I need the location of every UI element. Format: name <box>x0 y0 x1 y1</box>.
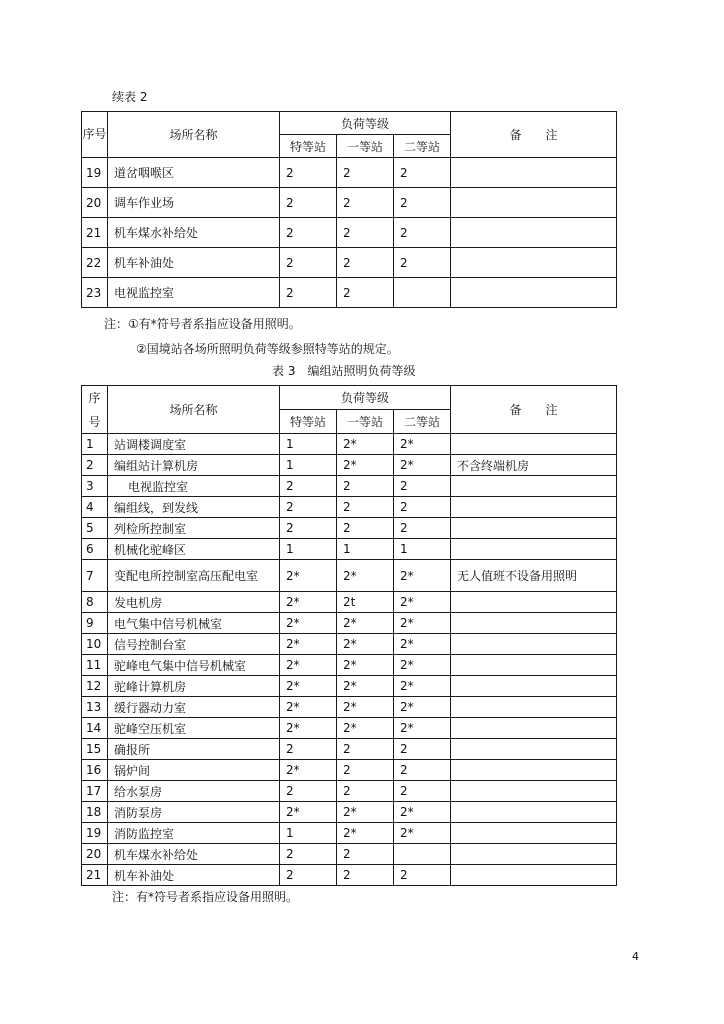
row-place-name: 驼峰电气集中信号机械室 <box>108 655 280 676</box>
row-number: 9 <box>82 613 108 634</box>
row-number: 14 <box>82 718 108 739</box>
row-special-grade: 2* <box>280 697 337 718</box>
row-special-grade: 2 <box>280 739 337 760</box>
table-row <box>82 248 617 278</box>
row-special-grade: 2* <box>280 802 337 823</box>
table-row <box>82 497 617 518</box>
table-row <box>82 718 617 739</box>
row-second-grade: 2* <box>394 823 451 844</box>
row-place-name: 机车补油处 <box>108 248 280 278</box>
row-number: 17 <box>82 781 108 802</box>
row-place-name: 变配电所控制室高压配电室 <box>108 560 280 592</box>
table3-caption: 表 3 编组站照明负荷等级 <box>272 364 416 378</box>
row-second-grade: 2* <box>394 676 451 697</box>
row-remark <box>451 434 617 455</box>
row-number: 8 <box>82 592 108 613</box>
page-number: 4 <box>632 950 639 963</box>
row-remark <box>451 613 617 634</box>
table2-header-special: 特等站 <box>280 135 337 158</box>
row-remark <box>451 865 617 886</box>
row-second-grade: 2* <box>394 434 451 455</box>
row-number: 10 <box>82 634 108 655</box>
row-second-grade: 2* <box>394 634 451 655</box>
table-row <box>82 560 617 592</box>
table-row <box>82 278 617 308</box>
row-place-name: 调车作业场 <box>108 188 280 218</box>
row-first-grade: 2 <box>337 278 394 308</box>
row-special-grade: 2* <box>280 634 337 655</box>
row-place-name: 驼峰计算机房 <box>108 676 280 697</box>
table-row <box>82 158 617 188</box>
row-second-grade <box>394 844 451 865</box>
row-remark <box>451 781 617 802</box>
row-place-name: 机车煤水补给处 <box>108 218 280 248</box>
row-first-grade: 2 <box>337 497 394 518</box>
table-row <box>82 476 617 497</box>
row-number: 4 <box>82 497 108 518</box>
table-row <box>82 697 617 718</box>
table-row <box>82 218 617 248</box>
row-special-grade: 2 <box>280 218 337 248</box>
row-number: 18 <box>82 802 108 823</box>
row-place-name: 列检所控制室 <box>108 518 280 539</box>
table-row <box>82 455 617 476</box>
row-first-grade: 2* <box>337 634 394 655</box>
row-second-grade: 1 <box>394 539 451 560</box>
row-special-grade: 1 <box>280 539 337 560</box>
row-remark <box>451 697 617 718</box>
row-first-grade: 1 <box>337 539 394 560</box>
row-first-grade: 2* <box>337 823 394 844</box>
table-row <box>82 592 617 613</box>
row-place-name: 消防泵房 <box>108 802 280 823</box>
row-place-name: 信号控制台室 <box>108 634 280 655</box>
row-special-grade: 2 <box>280 497 337 518</box>
row-first-grade: 2 <box>337 518 394 539</box>
row-place-name: 电气集中信号机械室 <box>108 613 280 634</box>
table-row <box>82 539 617 560</box>
row-special-grade: 2* <box>280 676 337 697</box>
table2-note-1: 注：①有*符号者系指应设备用照明。 <box>104 317 301 331</box>
row-special-grade: 1 <box>280 455 337 476</box>
row-number: 21 <box>82 865 108 886</box>
row-first-grade: 2 <box>337 844 394 865</box>
row-second-grade: 2 <box>394 476 451 497</box>
row-special-grade: 2* <box>280 760 337 781</box>
row-special-grade: 2 <box>280 844 337 865</box>
table-row <box>82 739 617 760</box>
table2-header-name: 场所名称 <box>108 112 280 158</box>
row-remark <box>451 718 617 739</box>
table-row <box>82 844 617 865</box>
row-place-name: 站调楼调度室 <box>108 434 280 455</box>
row-second-grade: 2 <box>394 158 451 188</box>
row-special-grade: 2 <box>280 278 337 308</box>
table3-note: 注：有*符号者系指应设备用照明。 <box>112 890 299 904</box>
row-second-grade: 2* <box>394 613 451 634</box>
table-row <box>82 676 617 697</box>
row-special-grade: 2* <box>280 592 337 613</box>
row-remark <box>451 634 617 655</box>
row-second-grade: 2 <box>394 497 451 518</box>
row-number: 11 <box>82 655 108 676</box>
table3-header-seq-top: 序 <box>82 386 108 410</box>
row-remark: 不含终端机房 <box>451 455 617 476</box>
row-special-grade: 1 <box>280 823 337 844</box>
table-row <box>82 823 617 844</box>
row-place-name: 发电机房 <box>108 592 280 613</box>
table-row <box>82 613 617 634</box>
row-place-name: 机车煤水补给处 <box>108 844 280 865</box>
row-first-grade: 2* <box>337 434 394 455</box>
table-row <box>82 434 617 455</box>
row-special-grade: 2 <box>280 781 337 802</box>
row-number: 19 <box>82 823 108 844</box>
row-first-grade: 2 <box>337 248 394 278</box>
table3-header-seq-bottom: 号 <box>82 410 108 434</box>
row-special-grade: 2* <box>280 560 337 592</box>
row-first-grade: 2 <box>337 760 394 781</box>
table-row <box>82 802 617 823</box>
row-remark <box>451 760 617 781</box>
table2 <box>81 111 617 308</box>
row-second-grade: 2* <box>394 592 451 613</box>
row-number: 20 <box>82 188 108 218</box>
table2-header-remark: 备 注 <box>451 112 617 158</box>
row-second-grade: 2 <box>394 248 451 278</box>
row-special-grade: 2* <box>280 718 337 739</box>
row-second-grade: 2 <box>394 760 451 781</box>
row-place-name: 机械化驼峰区 <box>108 539 280 560</box>
row-second-grade: 2 <box>394 865 451 886</box>
table-row <box>82 634 617 655</box>
row-first-grade: 2 <box>337 781 394 802</box>
row-first-grade: 2* <box>337 655 394 676</box>
row-first-grade: 2* <box>337 560 394 592</box>
row-place-name: 机车补油处 <box>108 865 280 886</box>
row-first-grade: 2 <box>337 476 394 497</box>
table-row <box>82 865 617 886</box>
row-number: 5 <box>82 518 108 539</box>
row-remark <box>451 676 617 697</box>
table3-header-row <box>82 386 617 410</box>
row-special-grade: 2 <box>280 476 337 497</box>
row-special-grade: 2* <box>280 613 337 634</box>
row-first-grade: 2 <box>337 158 394 188</box>
table2-header-row <box>82 112 617 135</box>
row-number: 20 <box>82 844 108 865</box>
row-remark <box>451 802 617 823</box>
row-place-name: 编组线，到发线 <box>108 497 280 518</box>
row-remark <box>451 518 617 539</box>
row-second-grade: 2* <box>394 560 451 592</box>
row-first-grade: 2t <box>337 592 394 613</box>
row-special-grade: 2 <box>280 248 337 278</box>
row-place-name: 确报所 <box>108 739 280 760</box>
table2-header-seq: 序号 <box>82 112 108 158</box>
table3-header-remark: 备 注 <box>451 386 617 434</box>
table2-header-second: 二等站 <box>394 135 451 158</box>
row-remark <box>451 823 617 844</box>
row-number: 6 <box>82 539 108 560</box>
table-row <box>82 655 617 676</box>
row-first-grade: 2 <box>337 865 394 886</box>
row-remark <box>451 278 617 308</box>
row-number: 22 <box>82 248 108 278</box>
row-special-grade: 2 <box>280 188 337 218</box>
row-special-grade: 2 <box>280 865 337 886</box>
row-first-grade: 2 <box>337 218 394 248</box>
row-place-name: 驼峰空压机室 <box>108 718 280 739</box>
table3-header-first: 一等站 <box>337 410 394 434</box>
row-special-grade: 1 <box>280 434 337 455</box>
row-special-grade: 2 <box>280 518 337 539</box>
row-number: 3 <box>82 476 108 497</box>
row-place-name: 给水泵房 <box>108 781 280 802</box>
table2-note-2: ②国境站各场所照明负荷等级参照特等站的规定。 <box>136 342 399 356</box>
row-number: 13 <box>82 697 108 718</box>
row-second-grade: 2* <box>394 718 451 739</box>
row-first-grade: 2* <box>337 455 394 476</box>
row-remark <box>451 844 617 865</box>
row-second-grade <box>394 278 451 308</box>
table-row <box>82 188 617 218</box>
row-number: 15 <box>82 739 108 760</box>
row-second-grade: 2 <box>394 518 451 539</box>
row-remark <box>451 248 617 278</box>
table2-header-first: 一等站 <box>337 135 394 158</box>
row-place-name: 编组站计算机房 <box>108 455 280 476</box>
row-second-grade: 2 <box>394 781 451 802</box>
row-number: 12 <box>82 676 108 697</box>
row-second-grade: 2* <box>394 697 451 718</box>
row-remark <box>451 497 617 518</box>
row-second-grade: 2 <box>394 739 451 760</box>
row-first-grade: 2* <box>337 676 394 697</box>
table2-caption: 续表 2 <box>112 90 148 104</box>
table3-header-special: 特等站 <box>280 410 337 434</box>
row-second-grade: 2* <box>394 802 451 823</box>
row-second-grade: 2 <box>394 218 451 248</box>
row-special-grade: 2 <box>280 158 337 188</box>
row-remark <box>451 655 617 676</box>
row-place-name: 电视监控室 <box>108 476 280 497</box>
row-first-grade: 2* <box>337 697 394 718</box>
row-remark <box>451 218 617 248</box>
row-number: 19 <box>82 158 108 188</box>
row-place-name: 锅炉间 <box>108 760 280 781</box>
row-remark <box>451 539 617 560</box>
row-place-name: 道岔咽喉区 <box>108 158 280 188</box>
row-remark <box>451 158 617 188</box>
row-number: 2 <box>82 455 108 476</box>
row-second-grade: 2* <box>394 655 451 676</box>
row-special-grade: 2* <box>280 655 337 676</box>
table2-header-load: 负荷等级 <box>280 112 451 135</box>
row-first-grade: 2* <box>337 802 394 823</box>
row-remark <box>451 739 617 760</box>
table3-header-load: 负荷等级 <box>280 386 451 410</box>
row-place-name: 电视监控室 <box>108 278 280 308</box>
row-place-name: 缓行器动力室 <box>108 697 280 718</box>
table-row <box>82 760 617 781</box>
row-remark <box>451 188 617 218</box>
row-first-grade: 2 <box>337 739 394 760</box>
table3-header-second: 二等站 <box>394 410 451 434</box>
row-first-grade: 2* <box>337 613 394 634</box>
row-second-grade: 2* <box>394 455 451 476</box>
row-first-grade: 2 <box>337 188 394 218</box>
row-number: 7 <box>82 560 108 592</box>
row-first-grade: 2* <box>337 718 394 739</box>
table3-header-name: 场所名称 <box>108 386 280 434</box>
row-place-name: 消防监控室 <box>108 823 280 844</box>
row-remark: 无人值班不设备用照明 <box>451 560 617 592</box>
row-number: 16 <box>82 760 108 781</box>
row-number: 1 <box>82 434 108 455</box>
row-number: 23 <box>82 278 108 308</box>
row-second-grade: 2 <box>394 188 451 218</box>
row-remark <box>451 592 617 613</box>
table-row <box>82 781 617 802</box>
row-remark <box>451 476 617 497</box>
row-number: 21 <box>82 218 108 248</box>
table3 <box>81 385 617 886</box>
table-row <box>82 518 617 539</box>
